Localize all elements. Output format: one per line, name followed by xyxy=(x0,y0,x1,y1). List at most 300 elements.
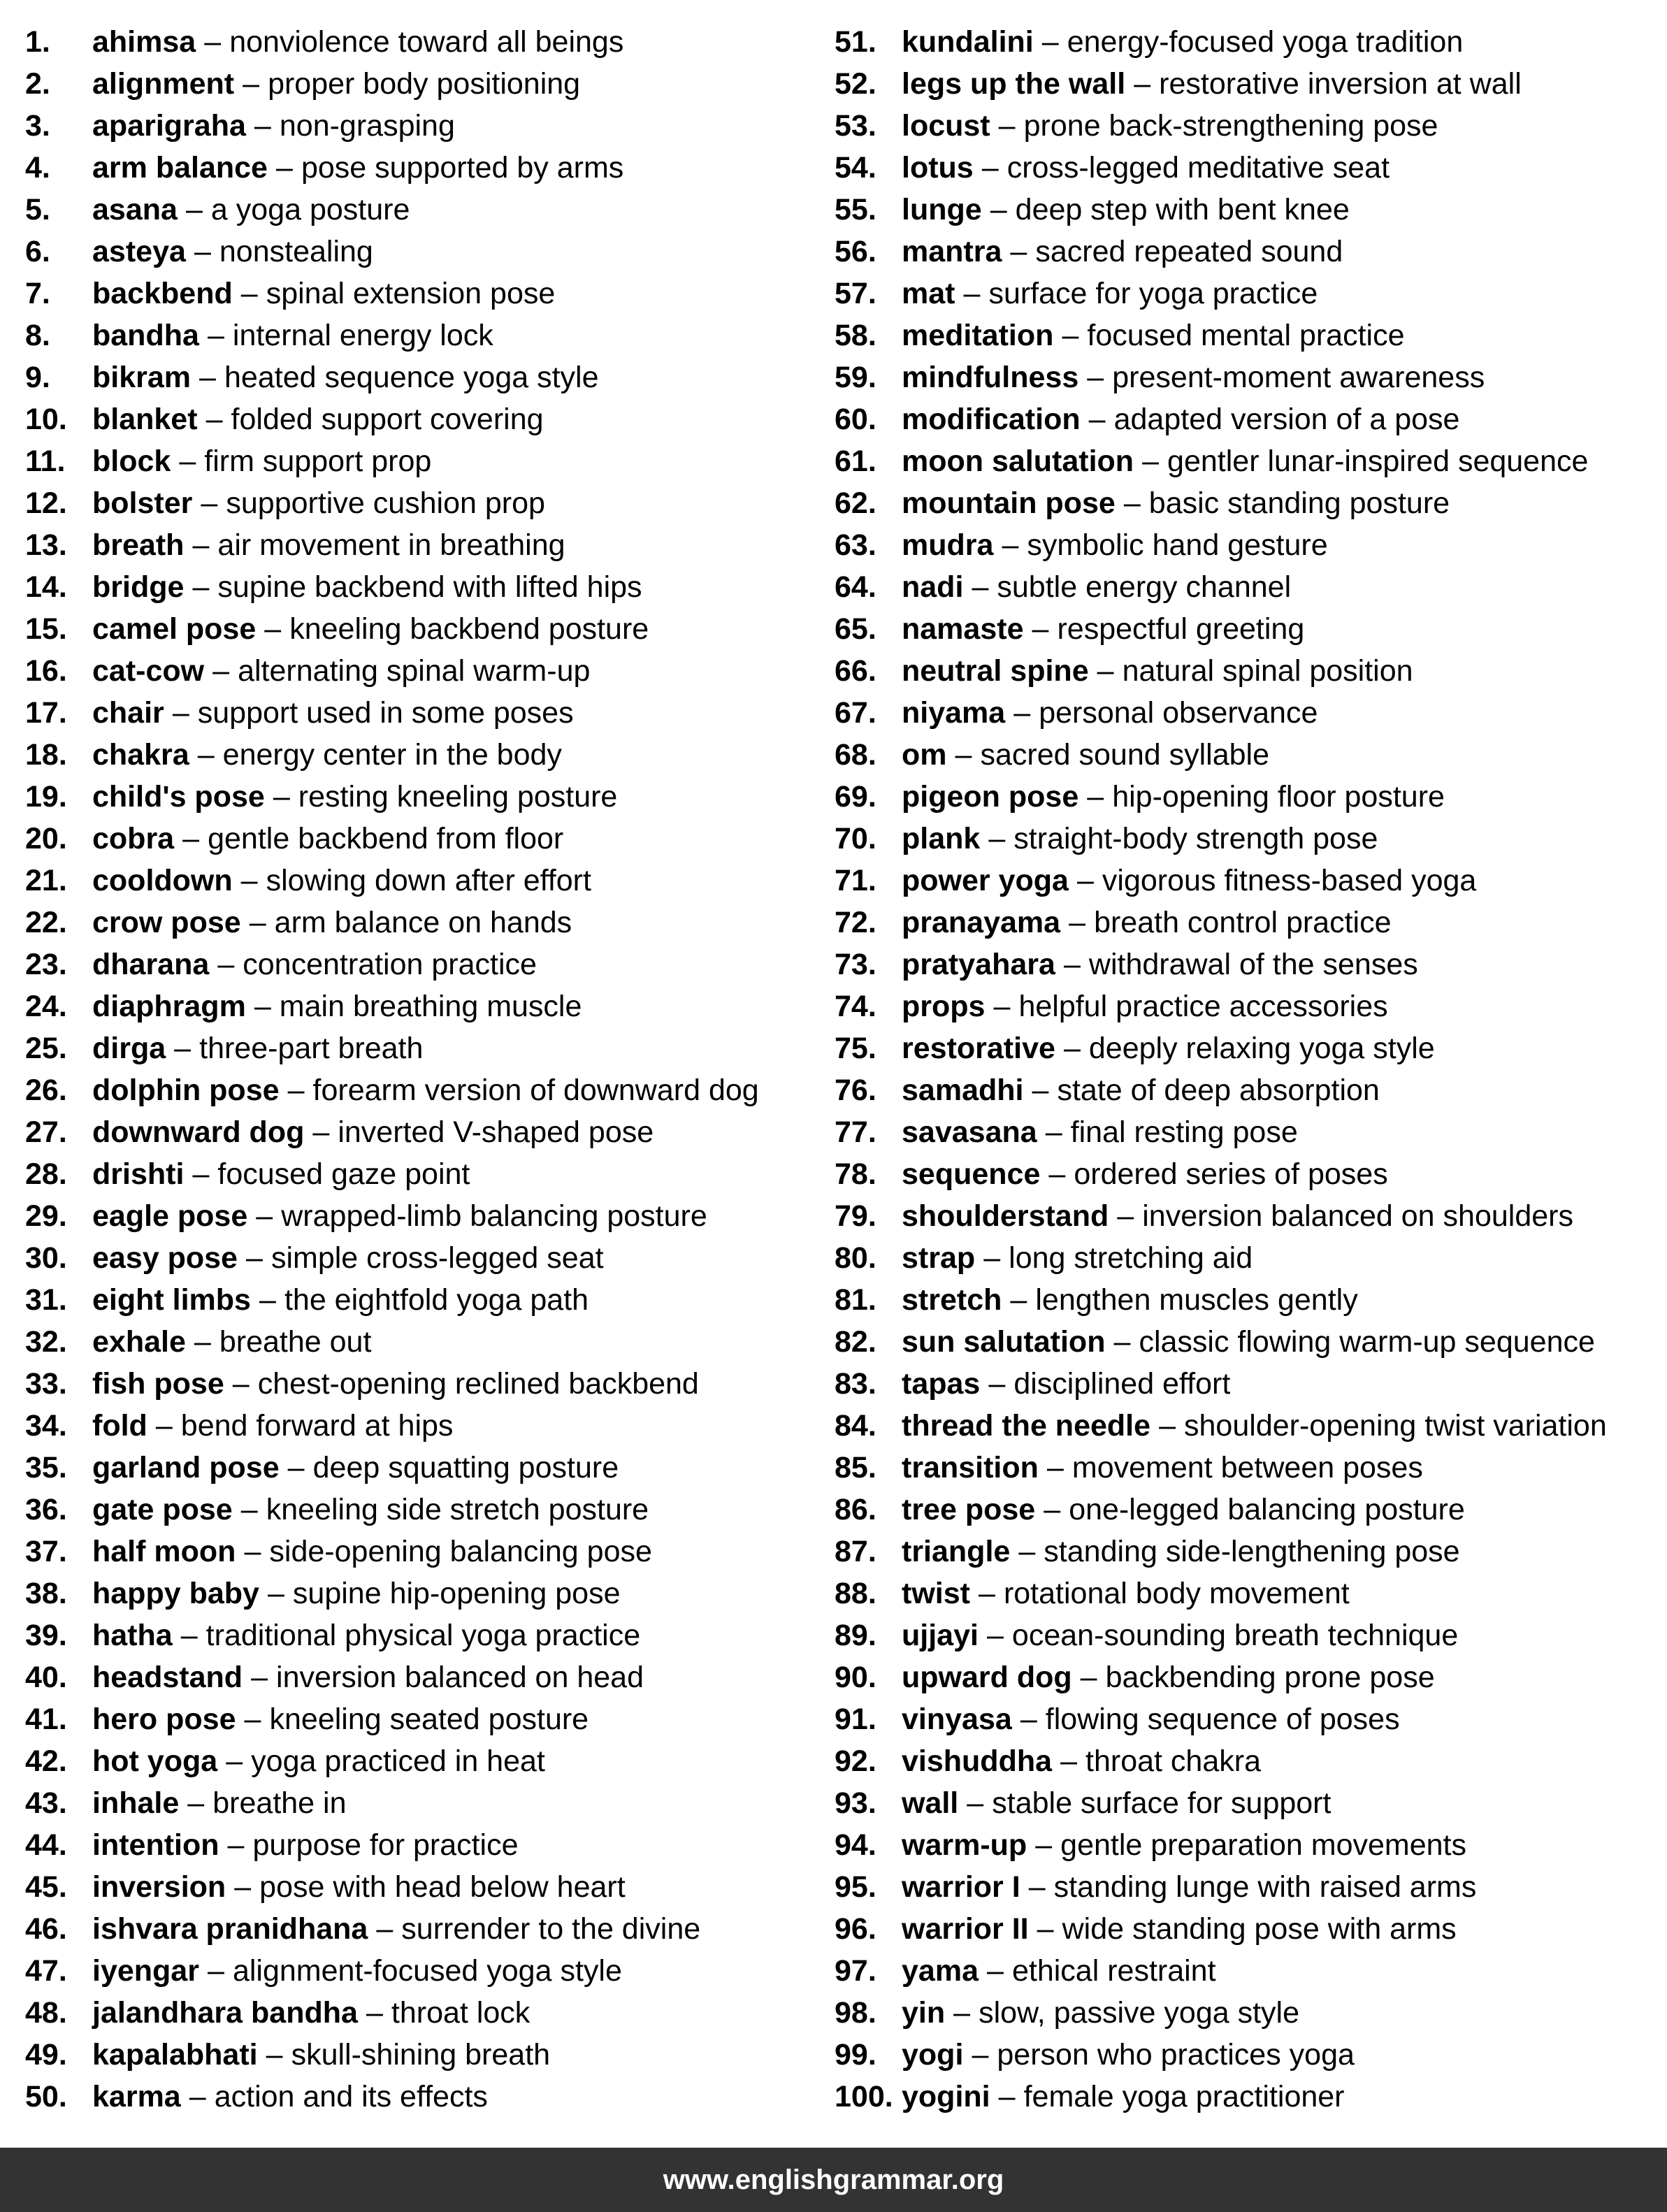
item-number: 14. xyxy=(25,570,67,604)
item-separator: – xyxy=(988,1367,1006,1401)
item-separator: – xyxy=(1080,1661,1097,1694)
item-definition: focused gaze point xyxy=(217,1157,470,1191)
list-item xyxy=(25,818,829,860)
item-separator: – xyxy=(1046,1451,1064,1484)
item-separator: – xyxy=(185,193,203,226)
item-definition: side-opening balancing pose xyxy=(269,1535,652,1568)
item-number: 40. xyxy=(25,1661,67,1694)
item-separator: – xyxy=(1010,1283,1027,1317)
item-definition: purpose for practice xyxy=(252,1828,519,1862)
item-number: 17. xyxy=(25,696,67,730)
item-definition: deep step with bent knee xyxy=(1015,193,1350,226)
list-item xyxy=(25,440,829,482)
list-item xyxy=(835,692,1667,734)
item-definition: internal energy lock xyxy=(232,319,493,352)
item-definition: arm balance on hands xyxy=(274,906,572,939)
item-number: 85. xyxy=(835,1451,876,1484)
list-item xyxy=(25,1531,829,1573)
item-separator: – xyxy=(199,361,216,394)
item-separator: – xyxy=(217,948,235,981)
item-definition: proper body positioning xyxy=(268,67,581,101)
item-separator: – xyxy=(194,235,211,268)
item-definition: standing lunge with raised arms xyxy=(1053,1870,1477,1904)
item-separator: – xyxy=(251,1661,268,1694)
item-separator: – xyxy=(998,109,1016,143)
item-separator: – xyxy=(192,570,210,604)
list-item xyxy=(25,608,829,650)
item-term: cat-cow xyxy=(92,654,205,688)
item-definition: chest-opening reclined backbend xyxy=(257,1367,699,1401)
item-term: savasana xyxy=(902,1115,1037,1149)
item-term: blanket xyxy=(92,403,198,436)
item-separator: – xyxy=(264,612,282,646)
item-definition: straight-body strength pose xyxy=(1013,822,1378,855)
item-term: power yoga xyxy=(902,864,1069,897)
item-number: 3. xyxy=(25,109,50,143)
list-item xyxy=(25,1321,829,1363)
item-term: diaphragm xyxy=(92,990,246,1023)
list-item xyxy=(835,902,1667,944)
list-item xyxy=(835,1069,1667,1111)
item-definition: hip-opening floor posture xyxy=(1112,780,1445,814)
item-definition: one-legged balancing posture xyxy=(1069,1493,1465,1526)
item-separator: – xyxy=(987,1954,1004,1988)
list-item xyxy=(835,1153,1667,1195)
item-definition: kneeling backbend posture xyxy=(289,612,649,646)
item-number: 96. xyxy=(835,1912,876,1946)
item-term: inversion xyxy=(92,1870,226,1904)
item-number: 43. xyxy=(25,1786,67,1820)
item-term: transition xyxy=(902,1451,1039,1484)
item-definition: ocean-sounding breath technique xyxy=(1011,1619,1459,1652)
item-number: 13. xyxy=(25,528,67,562)
item-term: hot yoga xyxy=(92,1744,218,1778)
item-term: pratyahara xyxy=(902,948,1055,981)
item-separator: – xyxy=(972,570,989,604)
item-separator: – xyxy=(197,738,215,772)
item-term: twist xyxy=(902,1577,970,1610)
item-term: breath xyxy=(92,528,185,562)
item-separator: – xyxy=(993,990,1011,1023)
item-term: chair xyxy=(92,696,164,730)
item-number: 12. xyxy=(25,486,67,520)
item-number: 56. xyxy=(835,235,876,268)
item-separator: – xyxy=(179,444,196,478)
item-number: 89. xyxy=(835,1619,876,1652)
item-number: 27. xyxy=(25,1115,67,1149)
item-term: wall xyxy=(902,1786,959,1820)
item-number: 47. xyxy=(25,1954,67,1988)
list-item xyxy=(835,440,1667,482)
item-definition: a yoga posture xyxy=(210,193,410,226)
item-definition: focused mental practice xyxy=(1087,319,1405,352)
list-item xyxy=(835,1782,1667,1824)
item-number: 51. xyxy=(835,25,876,59)
item-term: mantra xyxy=(902,235,1002,268)
item-term: bolster xyxy=(92,486,193,520)
item-definition: kneeling side stretch posture xyxy=(266,1493,649,1526)
item-separator: – xyxy=(204,25,222,59)
item-term: headstand xyxy=(92,1661,243,1694)
item-definition: deep squatting posture xyxy=(312,1451,619,1484)
item-term: exhale xyxy=(92,1325,186,1359)
list-item xyxy=(25,1405,829,1447)
item-definition: pose with head below heart xyxy=(259,1870,626,1904)
list-item xyxy=(835,818,1667,860)
item-number: 73. xyxy=(835,948,876,981)
item-term: tapas xyxy=(902,1367,981,1401)
list-item xyxy=(835,147,1667,189)
item-definition: disciplined effort xyxy=(1013,1367,1231,1401)
list-item xyxy=(25,1782,829,1824)
item-definition: ordered series of poses xyxy=(1074,1157,1388,1191)
item-term: om xyxy=(902,738,947,772)
item-number: 33. xyxy=(25,1367,67,1401)
item-number: 45. xyxy=(25,1870,67,1904)
item-number: 49. xyxy=(25,2038,67,2072)
list-item xyxy=(25,1195,829,1237)
item-term: warrior I xyxy=(902,1870,1020,1904)
item-number: 1. xyxy=(25,25,50,59)
footer-url[interactable]: www.englishgrammar.org xyxy=(663,2164,1004,2195)
item-separator: – xyxy=(983,1241,1001,1275)
item-definition: firm support prop xyxy=(204,444,432,478)
item-number: 61. xyxy=(835,444,876,478)
item-definition: slow, passive yoga style xyxy=(979,1996,1300,2030)
item-number: 21. xyxy=(25,864,67,897)
item-number: 71. xyxy=(835,864,876,897)
item-term: bikram xyxy=(92,361,192,394)
item-separator: – xyxy=(256,1199,273,1233)
item-separator: – xyxy=(1063,948,1081,981)
item-number: 62. xyxy=(835,486,876,520)
list-item xyxy=(25,189,829,231)
item-definition: shoulder-opening twist variation xyxy=(1184,1409,1607,1443)
item-term: dirga xyxy=(92,1032,166,1065)
item-definition: helpful practice accessories xyxy=(1018,990,1388,1023)
item-term: fold xyxy=(92,1409,147,1443)
item-term: mindfulness xyxy=(902,361,1079,394)
item-term: vinyasa xyxy=(902,1703,1012,1736)
item-separator: – xyxy=(244,1703,261,1736)
item-definition: gentle backbend from floor xyxy=(208,822,564,855)
item-term: garland pose xyxy=(92,1451,280,1484)
item-definition: movement between poses xyxy=(1071,1451,1423,1484)
list-item xyxy=(25,273,829,315)
item-number: 63. xyxy=(835,528,876,562)
item-number: 15. xyxy=(25,612,67,646)
item-number: 30. xyxy=(25,1241,67,1275)
list-item xyxy=(835,1111,1667,1153)
item-definition: resting kneeling posture xyxy=(298,780,618,814)
list-item xyxy=(25,776,829,818)
item-separator: – xyxy=(1069,906,1086,939)
item-separator: – xyxy=(1097,654,1114,688)
list-item xyxy=(25,356,829,398)
item-number: 70. xyxy=(835,822,876,855)
item-number: 6. xyxy=(25,235,50,268)
item-term: lunge xyxy=(902,193,982,226)
item-separator: – xyxy=(212,654,230,688)
item-term: karma xyxy=(92,2080,181,2113)
item-number: 87. xyxy=(835,1535,876,1568)
item-number: 57. xyxy=(835,277,876,310)
item-term: hatha xyxy=(92,1619,173,1652)
item-number: 10. xyxy=(25,403,67,436)
item-number: 35. xyxy=(25,1451,67,1484)
item-definition: throat lock xyxy=(391,1996,531,2030)
list-item xyxy=(25,1111,829,1153)
item-number: 2. xyxy=(25,67,50,101)
item-number: 67. xyxy=(835,696,876,730)
item-separator: – xyxy=(1037,1912,1054,1946)
item-number: 29. xyxy=(25,1199,67,1233)
item-separator: – xyxy=(953,1996,971,2030)
list-item xyxy=(25,650,829,692)
list-item xyxy=(835,1740,1667,1782)
item-separator: – xyxy=(1028,1870,1046,1904)
item-number: 11. xyxy=(25,444,66,478)
item-term: mountain pose xyxy=(902,486,1116,520)
item-term: mat xyxy=(902,277,955,310)
item-definition: supportive cushion prop xyxy=(226,486,545,520)
item-definition: folded support covering xyxy=(231,403,544,436)
list-item xyxy=(835,231,1667,273)
list-item xyxy=(835,1195,1667,1237)
item-term: moon salutation xyxy=(902,444,1134,478)
item-term: hero pose xyxy=(92,1703,236,1736)
item-separator: – xyxy=(254,109,271,143)
item-term: warm-up xyxy=(902,1828,1027,1862)
item-term: thread the needle xyxy=(902,1409,1151,1443)
list-item xyxy=(835,1279,1667,1321)
item-number: 44. xyxy=(25,1828,67,1862)
item-separator: – xyxy=(972,2038,989,2072)
item-definition: state of deep absorption xyxy=(1057,1074,1380,1107)
item-term: samadhi xyxy=(902,1074,1024,1107)
item-number: 37. xyxy=(25,1535,67,1568)
item-separator: – xyxy=(227,1828,245,1862)
item-number: 78. xyxy=(835,1157,876,1191)
list-item xyxy=(25,692,829,734)
item-number: 91. xyxy=(835,1703,876,1736)
item-term: upward dog xyxy=(902,1661,1072,1694)
item-number: 84. xyxy=(835,1409,876,1443)
item-number: 75. xyxy=(835,1032,876,1065)
item-number: 55. xyxy=(835,193,876,226)
item-definition: backbending prone pose xyxy=(1105,1661,1435,1694)
item-definition: stable surface for support xyxy=(992,1786,1332,1820)
item-separator: – xyxy=(1002,528,1019,562)
list-item xyxy=(25,1908,829,1950)
item-definition: sacred sound syllable xyxy=(980,738,1270,772)
item-number: 68. xyxy=(835,738,876,772)
item-number: 65. xyxy=(835,612,876,646)
list-item xyxy=(835,1363,1667,1405)
item-term: child's pose xyxy=(92,780,265,814)
item-definition: wide standing pose with arms xyxy=(1062,1912,1457,1946)
item-number: 20. xyxy=(25,822,67,855)
item-definition: adapted version of a pose xyxy=(1113,403,1460,436)
list-item xyxy=(25,231,829,273)
list-item xyxy=(835,1866,1667,1908)
item-definition: inverted V-shaped pose xyxy=(338,1115,654,1149)
item-separator: – xyxy=(1159,1409,1176,1443)
item-separator: – xyxy=(1062,319,1079,352)
item-number: 72. xyxy=(835,906,876,939)
item-separator: – xyxy=(240,864,258,897)
item-separator: – xyxy=(234,1870,252,1904)
item-term: alignment xyxy=(92,67,235,101)
item-separator: – xyxy=(1013,696,1031,730)
list-item xyxy=(25,944,829,985)
item-separator: – xyxy=(1020,1703,1037,1736)
list-item xyxy=(835,1405,1667,1447)
item-separator: – xyxy=(201,486,218,520)
item-term: arm balance xyxy=(92,151,268,185)
item-term: gate pose xyxy=(92,1493,233,1526)
list-item xyxy=(25,860,829,902)
item-definition: natural spinal position xyxy=(1122,654,1413,688)
list-item xyxy=(25,1153,829,1195)
item-number: 80. xyxy=(835,1241,876,1275)
item-definition: gentle preparation movements xyxy=(1060,1828,1467,1862)
item-number: 19. xyxy=(25,780,67,814)
list-item xyxy=(25,398,829,440)
item-separator: – xyxy=(1035,1828,1053,1862)
list-item xyxy=(835,1992,1667,2034)
item-term: plank xyxy=(902,822,981,855)
item-number: 58. xyxy=(835,319,876,352)
list-item xyxy=(835,1489,1667,1531)
item-definition: non-grasping xyxy=(279,109,455,143)
item-term: nadi xyxy=(902,570,964,604)
item-definition: alignment-focused yoga style xyxy=(232,1954,622,1988)
item-definition: personal observance xyxy=(1039,696,1318,730)
item-definition: restorative inversion at wall xyxy=(1159,67,1522,101)
item-term: inhale xyxy=(92,1786,180,1820)
item-definition: respectful greeting xyxy=(1057,612,1305,646)
item-separator: – xyxy=(1044,1493,1061,1526)
item-definition: classic flowing warm-up sequence xyxy=(1139,1325,1595,1359)
item-separator: – xyxy=(981,151,999,185)
list-item xyxy=(25,1614,829,1656)
item-number: 46. xyxy=(25,1912,67,1946)
item-number: 90. xyxy=(835,1661,876,1694)
list-item xyxy=(835,1573,1667,1614)
item-number: 59. xyxy=(835,361,876,394)
item-term: happy baby xyxy=(92,1577,259,1610)
item-term: warrior II xyxy=(902,1912,1029,1946)
list-item xyxy=(25,1950,829,1992)
item-separator: – xyxy=(266,2038,283,2072)
item-definition: three-part breath xyxy=(199,1032,424,1065)
list-item xyxy=(25,21,829,63)
item-number: 31. xyxy=(25,1283,67,1317)
item-number: 83. xyxy=(835,1367,876,1401)
item-number: 22. xyxy=(25,906,67,939)
item-term: legs up the wall xyxy=(902,67,1126,101)
item-separator: – xyxy=(1113,1325,1131,1359)
item-definition: supine backbend with lifted hips xyxy=(217,570,642,604)
item-separator: – xyxy=(1117,1199,1134,1233)
item-separator: – xyxy=(1087,361,1104,394)
item-separator: – xyxy=(232,1367,250,1401)
item-separator: – xyxy=(240,277,258,310)
item-definition: inversion balanced on head xyxy=(276,1661,644,1694)
item-term: props xyxy=(902,990,986,1023)
item-term: drishti xyxy=(92,1157,185,1191)
item-definition: subtle energy channel xyxy=(997,570,1292,604)
item-separator: – xyxy=(243,67,260,101)
item-definition: simple cross-legged seat xyxy=(270,1241,604,1275)
item-term: eagle pose xyxy=(92,1199,248,1233)
item-number: 76. xyxy=(835,1074,876,1107)
item-separator: – xyxy=(273,780,290,814)
item-separator: – xyxy=(312,1115,330,1149)
item-number: 42. xyxy=(25,1744,67,1778)
item-definition: nonstealing xyxy=(219,235,373,268)
item-number: 94. xyxy=(835,1828,876,1862)
list-item xyxy=(25,1824,829,1866)
item-term: meditation xyxy=(902,319,1054,352)
list-item xyxy=(25,734,829,776)
item-number: 26. xyxy=(25,1074,67,1107)
list-item xyxy=(25,1489,829,1531)
item-term: iyengar xyxy=(92,1954,199,1988)
list-item xyxy=(25,1573,829,1614)
item-definition: the eightfold yoga path xyxy=(284,1283,589,1317)
item-term: asteya xyxy=(92,235,186,268)
list-item xyxy=(25,1740,829,1782)
item-definition: yoga practiced in heat xyxy=(251,1744,545,1778)
item-separator: – xyxy=(205,403,223,436)
item-definition: traditional physical yoga practice xyxy=(205,1619,641,1652)
item-number: 36. xyxy=(25,1493,67,1526)
item-number: 54. xyxy=(835,151,876,185)
item-term: fish pose xyxy=(92,1367,224,1401)
item-definition: sacred repeated sound xyxy=(1035,235,1343,268)
list-item xyxy=(25,2076,829,2118)
item-definition: female yoga practitioner xyxy=(1023,2080,1345,2113)
item-term: ahimsa xyxy=(92,25,196,59)
list-item xyxy=(25,2034,829,2076)
item-separator: – xyxy=(1087,780,1104,814)
list-item xyxy=(835,1698,1667,1740)
item-definition: kneeling seated posture xyxy=(269,1703,589,1736)
item-separator: – xyxy=(287,1074,305,1107)
item-separator: – xyxy=(192,528,210,562)
item-term: lotus xyxy=(902,151,974,185)
item-definition: nonviolence toward all beings xyxy=(229,25,624,59)
item-number: 86. xyxy=(835,1493,876,1526)
item-term: locust xyxy=(902,109,990,143)
item-number: 77. xyxy=(835,1115,876,1149)
item-definition: deeply relaxing yoga style xyxy=(1088,1032,1435,1065)
item-number: 92. xyxy=(835,1744,876,1778)
item-definition: surface for yoga practice xyxy=(988,277,1318,310)
item-term: kapalabhati xyxy=(92,2038,258,2072)
item-definition: gentler lunar-inspired sequence xyxy=(1167,444,1589,478)
item-definition: present-moment awareness xyxy=(1112,361,1485,394)
item-number: 4. xyxy=(25,151,50,185)
item-number: 41. xyxy=(25,1703,67,1736)
item-separator: – xyxy=(259,1283,276,1317)
item-separator: – xyxy=(246,1241,263,1275)
item-separator: – xyxy=(1041,25,1059,59)
item-term: yin xyxy=(902,1996,946,2030)
item-separator: – xyxy=(276,151,293,185)
